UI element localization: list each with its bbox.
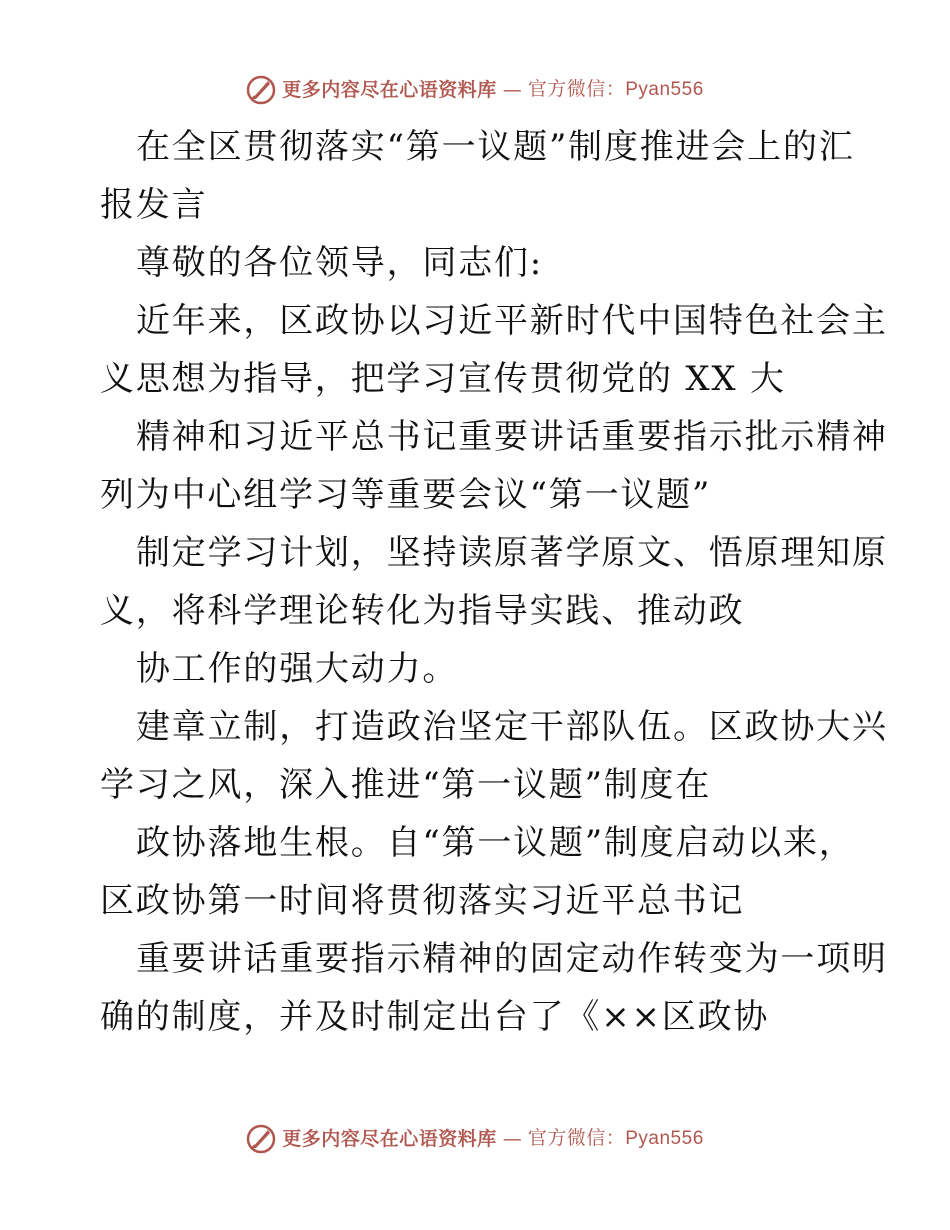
salutation: 尊敬的各位领导，同志们: bbox=[136, 243, 544, 283]
paragraph-line: 确的制度，并及时制定出台了《××区政协 bbox=[100, 997, 770, 1037]
paragraph-line: 精神和习近平总书记重要讲话重要指示批示精神 bbox=[136, 417, 888, 457]
footer-watermark bbox=[0, 1124, 950, 1154]
paragraph-line: 近年来，区政协以习近平新时代中国特色社会主 bbox=[136, 301, 888, 341]
paragraph-line: 建章立制，打造政治坚定干部队伍。区政协大兴 bbox=[136, 707, 888, 747]
paragraph-line: 协工作的强大动力。 bbox=[136, 649, 459, 689]
paragraph-line: 区政协第一时间将贯彻落实习近平总书记 bbox=[100, 881, 745, 921]
header-watermark bbox=[0, 75, 950, 105]
paragraph-line: 制定学习计划，坚持读原著学原文、悟原理知原 bbox=[136, 533, 888, 573]
paragraph-line: 重要讲话重要指示精神的固定动作转变为一项明 bbox=[136, 939, 888, 979]
quill-logo-icon bbox=[246, 1124, 276, 1154]
title-line-2: 报发言 bbox=[100, 185, 208, 225]
watermark-site-text: 更多内容尽在心语资料库 bbox=[282, 79, 497, 101]
watermark-dash: — bbox=[502, 79, 522, 101]
watermark-contact: 官方微信：Pyan556 bbox=[527, 79, 704, 100]
title-line-1: 在全区贯彻落实“第一议题”制度推进会上的汇 bbox=[136, 127, 855, 167]
paragraph-line: 学习之风，深入推进“第一议题”制度在 bbox=[100, 765, 712, 805]
watermark-contact: 官方微信：Pyan556 bbox=[527, 1128, 704, 1149]
watermark-site-text: 更多内容尽在心语资料库 bbox=[282, 1128, 497, 1150]
paragraph-line: 列为中心组学习等重要会议“第一议题” bbox=[100, 475, 712, 515]
watermark-dash: — bbox=[502, 1128, 522, 1150]
paragraph-line: 义，将科学理论转化为指导实践、推动政 bbox=[100, 591, 745, 631]
quill-logo-icon bbox=[246, 75, 276, 105]
paragraph-line: 政协落地生根。自“第一议题”制度启动以来， bbox=[136, 823, 855, 863]
paragraph-line: 义思想为指导，把学习宣传贯彻党的 XX 大 bbox=[100, 359, 786, 399]
document-body bbox=[100, 118, 888, 1046]
